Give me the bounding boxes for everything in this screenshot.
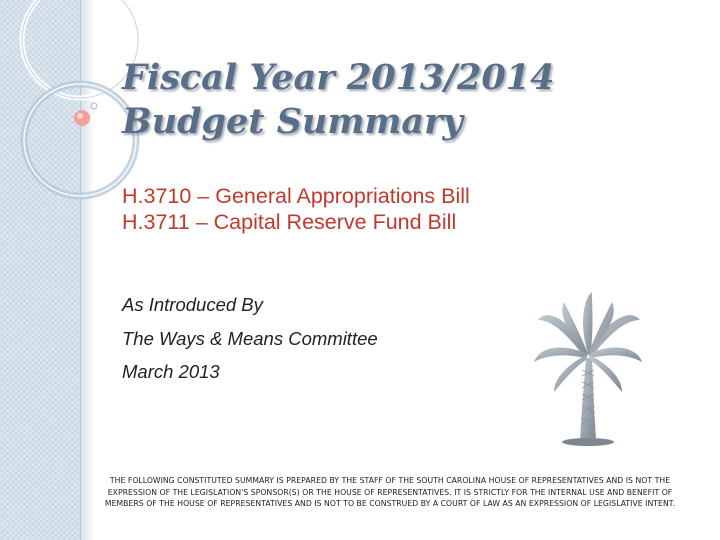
- palmetto-emblem: [468, 258, 668, 458]
- small-ring: [91, 103, 97, 109]
- intro-line-3: March 2013: [122, 361, 220, 382]
- bill-h3711: H.3711 – Capital Reserve Fund Bill: [122, 210, 457, 234]
- intro-line-1: As Introduced By: [122, 294, 263, 315]
- title-line-1: Fiscal Year 2013/2014: [122, 57, 555, 98]
- title-line-2: Budget Summary: [122, 101, 463, 142]
- slide-title: [122, 56, 682, 144]
- disclaimer-text: THE FOLLOWING CONSTITUTED SUMMARY IS PREPARED BY THE STAFF OF THE SOUTH CAROLINA HOUSE OF REPRESENTATIVES AND IS NOT THE EXPRESSION OF THE LEGISLATION'S SPONSOR(S) OR THE HOUSE OF REPRESENTATIVES. IT IS STRICTLY FOR THE INTERNAL USE AND BENEFIT OF MEMBERS OF THE HOUSE OF REPRESENTATIVES AND IS NOT TO BE CONSTRUED BY A COURT OF LAW AS AN EXPRESSION OF LEGISLATIVE INTENT.: [104, 476, 676, 508]
- crescent-moon-icon: [480, 264, 534, 308]
- bill-list: [122, 183, 682, 235]
- bill-h3710: H.3710 – General Appropriations Bill: [122, 184, 470, 208]
- intro-line-2: The Ways & Means Committee: [122, 327, 378, 349]
